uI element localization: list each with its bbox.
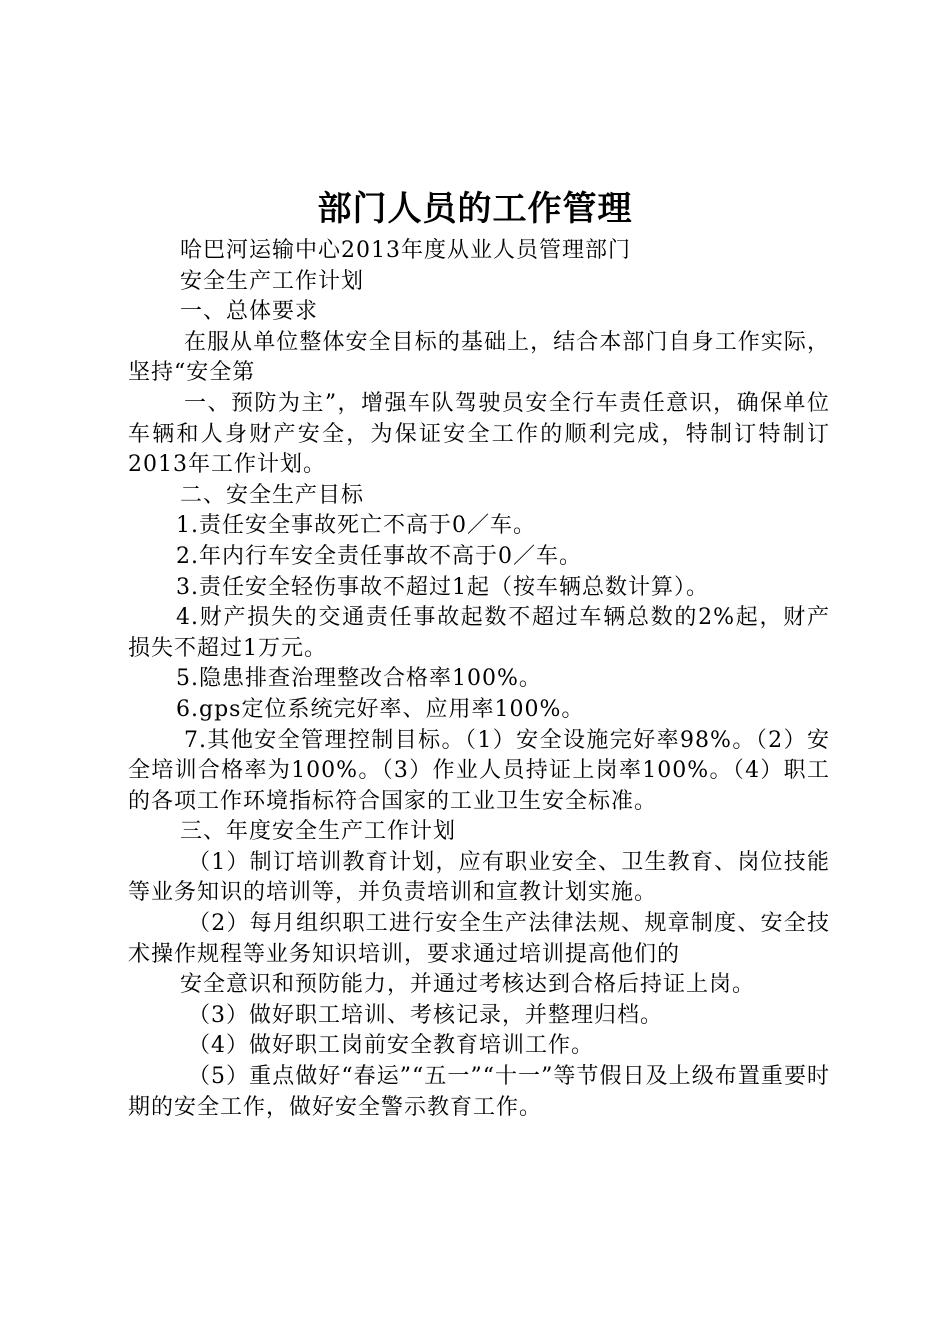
paragraph: 安全意识和预防能力，并通过考核达到合格后持证上岗。 <box>180 972 756 998</box>
paragraph: 在服从单位整体安全目标的基础上，结合本部门自身工作实际，坚持“安全第 <box>128 329 830 386</box>
list-item: 3.责任安全轻伤事故不超过1起（按车辆总数计算）。 <box>176 574 709 600</box>
section-heading: 一、总体要求 <box>180 299 319 325</box>
list-item: （3）做好职工培训、考核记录，并整理归档。 <box>188 1002 663 1028</box>
list-item: 1.责任安全事故死亡不高于0／车。 <box>176 513 536 539</box>
list-item: 2.年内行车安全责任事故不高于0／车。 <box>176 543 582 569</box>
list-item: 6.gps定位系统完好率、应用率100%。 <box>176 696 585 722</box>
paragraph: 安全生产工作计划 <box>180 268 365 294</box>
list-item: （4）做好职工岗前安全教育培训工作。 <box>188 1033 594 1059</box>
list-item: 4.财产损失的交通责任事故起数不超过车辆总数的2%起，财产损失不超过1万元。 <box>128 605 830 661</box>
paragraph: 一、预防为主”，增强车队驾驶员安全行车责任意识，确保单位车辆和人身财产安全，为保证安全工作的顺利完成，特制订特制订2013年工作计划。 <box>128 390 830 478</box>
list-item: （2）每月组织职工进行安全生产法律法规、规章制度、安全技术操作规程等业务知识培训，要求通过培训提高他们的 <box>128 911 830 967</box>
section-heading: 三、年度安全生产工作计划 <box>180 819 457 845</box>
list-item: （5）重点做好“春运”“五一”“十一”等节假日及上级布置重要时期的安全工作，做好安全警示教育工作。 <box>128 1064 830 1120</box>
list-item: 7.其他安全管理控制目标。（1）安全设施完好率98%。（2）安全培训合格率为100%。（3）作业人员持证上岗率100%。（4）职工的各项工作环境指标符合国家的工业卫生安全标准。 <box>128 727 830 814</box>
paragraph: 哈巴河运输中心2013年度从业人员管理部门 <box>180 238 631 263</box>
document-title: 部门人员的工作管理 <box>317 189 633 229</box>
document-body <box>128 236 830 1123</box>
list-item: 5.隐患排查治理整改合格率100%。 <box>176 666 542 692</box>
section-heading: 二、安全生产目标 <box>180 482 365 508</box>
list-item: （1）制订培训教育计划，应有职业安全、卫生教育、岗位技能等业务知识的培训等，并负责培训和宣教计划实施。 <box>128 849 830 906</box>
